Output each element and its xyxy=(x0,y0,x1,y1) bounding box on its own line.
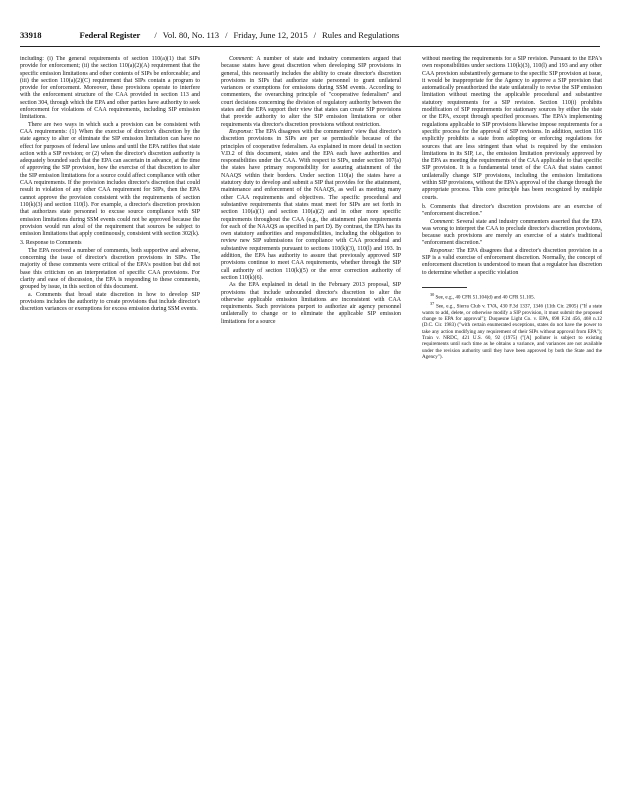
separator: / xyxy=(225,30,228,40)
paragraph: The EPA received a number of comments, both supportive and adverse, concerning the issue of director's discretion provisions in SIPs. The majority of these comments were critical of the EPA's position but did not base this criticism on an interpretation of specific CAA provisions. For clarity and ease of discussion, the EPA is responding to these comments, grouped by issue, in this section of this document. xyxy=(20,247,200,291)
paragraph: There are two ways in which such a provision can be consistent with CAA requirements: (1) When the exercise of director's discretion by the state agency to alter or eliminate the SIP emission limitation can have no effect for purposes of federal law unless and until the EPA ratifies that state action with a SIP revision; or (2) when the director's discretion authority is adequately bounded such that the EPA can ascertain in advance, at the time of approving the SIP provision, how the exercise of that discretion to alter the SIP emission limitations for a source could affect compliance with other CAA requirements. If the provision includes director's discretion that could result in violation of any other CAA requirement for SIPs, then the EPA cannot approve the provision consistent with the requirements of section 110(k)(3) and section 110(l). For example, a director's discretion provision that authorizes state personnel to excuse source compliance with SIP emission limitations during SSM events could not be approved because the provision would run afoul of the requirement that sources be subject to emission limitations that apply continuously, consistent with section 302(k). xyxy=(20,121,200,238)
footnote-marker: 37 xyxy=(430,300,435,306)
column-1 xyxy=(20,56,200,791)
text-columns xyxy=(20,56,604,791)
footnote-marker: 30 xyxy=(430,291,435,297)
publication-title: Federal Register xyxy=(79,30,141,40)
column-2 xyxy=(221,56,401,791)
column-3 xyxy=(422,56,602,791)
separator: / xyxy=(313,30,317,40)
section-name: Rules and Regulations xyxy=(322,30,400,40)
page-header xyxy=(20,30,600,44)
issue-date: Friday, June 12, 2015 xyxy=(233,30,308,40)
response-paragraph xyxy=(422,248,602,277)
paragraph: without meeting the requirements for a SIP revision. Pursuant to the EPA's own responsibilities under sections 110(k)(3), 110(l) and 193 and any other CAA provision substantively germane to the specific SIP provision at issue, it would be inappropriate for the Agency to approve a SIP provision that automatically preauthorized the state unilaterally to revise the SIP emission limitation without meeting the applicable procedural and substantive statutory requirements for a SIP revision. Section 110(i) prohibits modification of SIP requirements for stationary sources by either the state or the EPA, except through specified processes. The EPA's implementing regulations applicable to SIP provisions likewise impose requirements for a specific process for the approval of SIP revisions. In addition, section 116 explicitly prohibits a state from adopting or enforcing regulations for sources that are less stringent than what is required by the emission limitations in its SIP, i.e., the emission limitation previously approved by the EPA as meeting the requirements of the CAA applicable to that specific SIP provision. It is a fundamental tenet of the CAA that states cannot unilaterally change SIP provisions, including the emission limitations within SIP provisions, without the EPA's approval of the change through the appropriate process. This core principle has been recognized by multiple courts. xyxy=(422,56,602,201)
comment-label: Comment: xyxy=(229,56,254,62)
response-label: Response: xyxy=(430,247,455,254)
section-heading: b. Comments that director's discretion provisions are an exercise of "enforcement discretion." xyxy=(422,203,602,218)
paragraph: As the EPA explained in detail in the February 2013 proposal, SIP provisions that include unbounded director's discretion to alter the otherwise applicable emission limitations are inconsistent with CAA requirements. Such provisions purport to authorize air agency personnel unilaterally to change or to eliminate the applicable SIP emission limitations for a source xyxy=(221,282,401,325)
header-rule xyxy=(20,46,600,47)
response-paragraph xyxy=(221,129,401,282)
comment-text: A number of state and industry commenters argued that because states have great discretion when developing SIP provisions in general, this necessarily includes the ability to create director's discretion provisions in SIPs that authorize state personnel to grant unilateral variances or exemptions for emissions during SSM events. According to commenters, the overarching principle of "cooperative federalism" and court decisions concerning the division of regulatory authority between the states and the EPA support their view that states can create SIP provisions that provide authority to alter the SIP emission limitations or other requirements via director's discretion provisions without restriction. xyxy=(221,56,401,128)
comment-paragraph xyxy=(221,56,401,129)
footnote: $^{30}$ See, e.g., 40 CFR 51.104(d) and 40 CFR 51.105. xyxy=(430,291,536,301)
response-text: The EPA disagrees that a director's discretion provision in a SIP is a valid exercise of enforcement discretion. Normally, the concept of enforcement discretion is understood to mean that a regulator has discretion to determine whether a specific violation xyxy=(422,247,602,276)
footnote: $^{37}$ See, e.g., Sierra Club v. TVA, 430 F.3d 1337, 1346 (11th Cir. 2005) ("If a state wants to add, delete, or otherwise modify a SIP provision, it must submit the proposed change to EPA for approval"); Duquesne Light Co. v. EPA, 698 F.2d 456, 468 n.12 (D.C. Cir. 1983) ("with certain enumerated exceptions, states do not have the power to take any action modifying any requirement of their SIPs without approval from EPA"); Train v. NRDC, 421 U.S. 60, 92 (1975) ("[A] polluter is subject to existing requirements until such time as he obtains a variance, and variances are not available under the revision authority until they have been approved by both the State and the Agency"). xyxy=(422,300,602,360)
comment-paragraph xyxy=(422,219,602,248)
response-text: The EPA disagrees with the commenters' view that director's discretion provisions in SIPs are per se permissible because of the principles of cooperative federalism. As explained in more detail in section V.D.2 of this document, states and the EPA each have authorities and responsibilities under the CAA. With respect to SIPs, under section 107(a) the states have primary responsibility for assuring attainment of the NAAQS within their borders. Under section 110(a) the states have a statutory duty to develop and submit a SIP that provides for the attainment, maintenance and enforcement of the NAAQS, as well as meeting many other CAA requirements and objectives. The specific procedural and substantive requirements that states must meet for SIPs are set forth in section 110(a)(1) and section 110(a)(2) and in other more specific requirements throughout the CAA (e.g., the attainment plan requirements for each of the NAAQS as specified in part D). By contrast, the EPA has its own statutory authorities and responsibilities, including the obligation to review new SIP submissions for compliance with CAA procedural and substantive requirements pursuant to sections 110(k)(3), 110(l) and 193. In addition, the EPA has authority to assure that previously approved SIP provisions continue to meet CAA requirements, whether through the SIP call authority of section 110(k)(5) or the error correction authority of section 110(k)(6). xyxy=(221,128,401,281)
section-heading: 3. Response to Comments xyxy=(20,240,82,247)
comment-label: Comment: xyxy=(430,218,455,225)
response-label: Response: xyxy=(229,128,254,135)
page-number: 33918 xyxy=(20,30,42,40)
footnote-rule xyxy=(422,287,467,288)
paragraph: a. Comments that broad state discretion in how to develop SIP provisions includes the authority to create provisions that include director's discretion variances or exemptions for excess emission during SSM events. xyxy=(20,291,200,313)
paragraph: including: (i) The general requirements of section 110(a)(1) that SIPs provide for enforcement; (ii) the section 110(a)(2)(A) requirement that the specific emission limitations and other contents of SIPs be enforceable; and (iii) the section 110(a)(2)(C) requirement that SIPs contain a program to provide for enforcement. Moreover, these provisions operate to interfere with the enforcement structure of the CAA provided in section 113 and section 304, through which the EPA and other parties have authority to seek enforcement for violations of CAA requirements, including SIP emission limitations. xyxy=(20,56,200,121)
separator: / xyxy=(154,30,157,40)
comment-text: Several state and industry commenters asserted that the EPA was wrong to interpret the CAA to preclude director's discretion provisions, because such provisions are merely an exercise of a state's traditional "enforcement discretion." xyxy=(422,218,602,247)
volume-info: Vol. 80, No. 113 xyxy=(162,30,220,40)
